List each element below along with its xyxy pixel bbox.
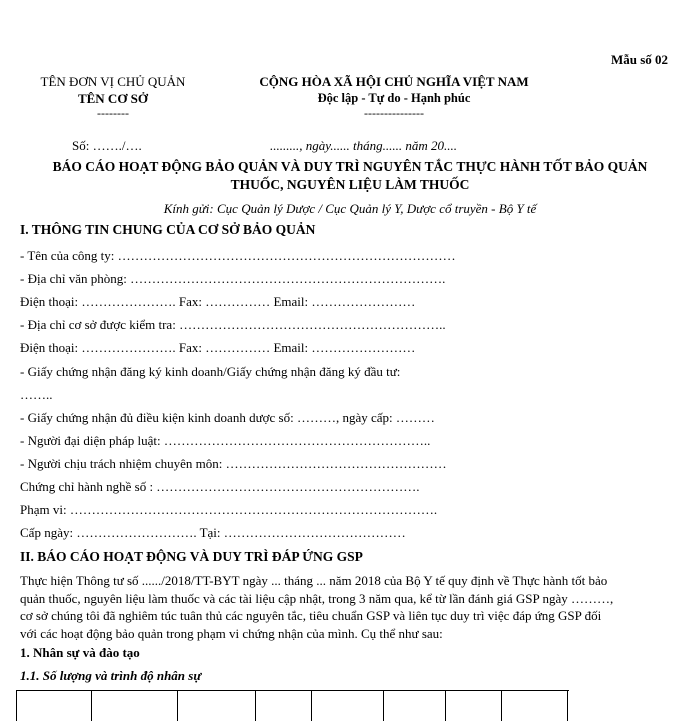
info-line: - Địa chỉ cơ sở được kiểm tra: …………………………………………………….. (20, 317, 446, 332)
document-title-line1: BÁO CÁO HOẠT ĐỘNG BẢO QUẢN VÀ DUY TRÌ NGUYÊN TẮC THỰC HÀNH TỐT BẢO QUẢN (52, 159, 648, 174)
table-column (383, 691, 446, 721)
nation-motto: Độc lập - Tự do - Hạnh phúc (317, 91, 471, 105)
subsection-subheading: 1.1. Số lượng và trình độ nhân sự (20, 668, 202, 683)
table-column (255, 691, 312, 721)
info-line: Điện thoại: …………………. Fax: …………… Email: …………………… (20, 294, 416, 309)
info-line: …….. (20, 387, 53, 402)
info-line: - Địa chỉ văn phòng: ………………………………………………………………. (20, 271, 446, 286)
info-line: - Người chịu trách nhiệm chuyên môn: …………………………………………… (20, 456, 447, 471)
document-title-line2: THUỐC, NGUYÊN LIỆU LÀM THUỐC (230, 177, 470, 192)
info-line: Phạm vi: …………………………………………………………………………. (20, 502, 438, 517)
table-column (445, 691, 502, 721)
org-facility-name: TÊN CƠ SỞ (77, 91, 149, 106)
report-paragraph (20, 572, 674, 642)
table-column (91, 691, 178, 721)
section2-heading: II. BÁO CÁO HOẠT ĐỘNG VÀ DUY TRÌ ĐÁP ỨNG GSP (20, 549, 363, 564)
paragraph-line: Thực hiện Thông tư số ....../2018/TT-BYT ngày ... tháng ... năm 2018 của Bộ Y tế quy định về Thực hành tốt bảo (20, 573, 608, 588)
document-number: Số: ……./…. (72, 138, 142, 153)
table-column (177, 691, 256, 721)
nation-divider: --------------- (364, 106, 424, 120)
subsection-heading: 1. Nhân sự và đào tạo (20, 645, 140, 660)
table-column (311, 691, 384, 721)
section1-heading: I. THÔNG TIN CHUNG CỦA CƠ SỞ BẢO QUẢN (20, 222, 316, 237)
form-number: Mẫu số 02 (610, 52, 668, 67)
table-column (501, 691, 568, 721)
paragraph-line: quản thuốc, nguyên liệu làm thuốc và các tài liệu cập nhật, trong 3 năm qua, kể từ lần đánh giá GSP ngày ………, (20, 590, 614, 606)
org-divider: -------- (97, 106, 129, 120)
info-line: Cấp ngày: ………………………. Tại: …………………………………… (20, 525, 406, 540)
staff-table (16, 690, 569, 721)
table-column (17, 691, 92, 721)
info-line: - Giấy chứng nhận đủ điều kiện kinh doanh dược số: ………, ngày cấp: ……… (20, 410, 435, 425)
paragraph-line: cơ sở chúng tôi đã nghiêm túc tuân thủ các nguyên tắc, tiêu chuẩn GSP và liên tục duy trì việc đáp ứng GSP đối (20, 608, 602, 623)
info-line: - Giấy chứng nhận đăng ký kinh doanh/Giấy chứng nhận đăng ký đầu tư: (20, 364, 401, 379)
recipient: Kính gửi: Cục Quản lý Dược / Cục Quản lý Y, Dược cổ truyền - Bộ Y tế (163, 201, 537, 216)
info-line: Điện thoại: …………………. Fax: …………… Email: …………………… (20, 340, 416, 355)
document-date: ........., ngày...... tháng...... năm 20.... (270, 138, 458, 153)
info-line: - Người đại diện pháp luật: …………………………………………………….. (20, 433, 431, 448)
org-parent-name: TÊN ĐƠN VỊ CHỦ QUẢN (40, 74, 186, 89)
info-line: - Tên của công ty: …………………………………………………………………… (20, 248, 456, 263)
nation-title: CỘNG HÒA XÃ HỘI CHỦ NGHĨA VIỆT NAM (259, 74, 529, 89)
info-line: Chứng chỉ hành nghề số : ……………………………………………………. (20, 479, 420, 494)
paragraph-line: với các hoạt động bảo quản trong phạm vi chứng nhận của mình. Cụ thể như sau: (20, 625, 443, 641)
